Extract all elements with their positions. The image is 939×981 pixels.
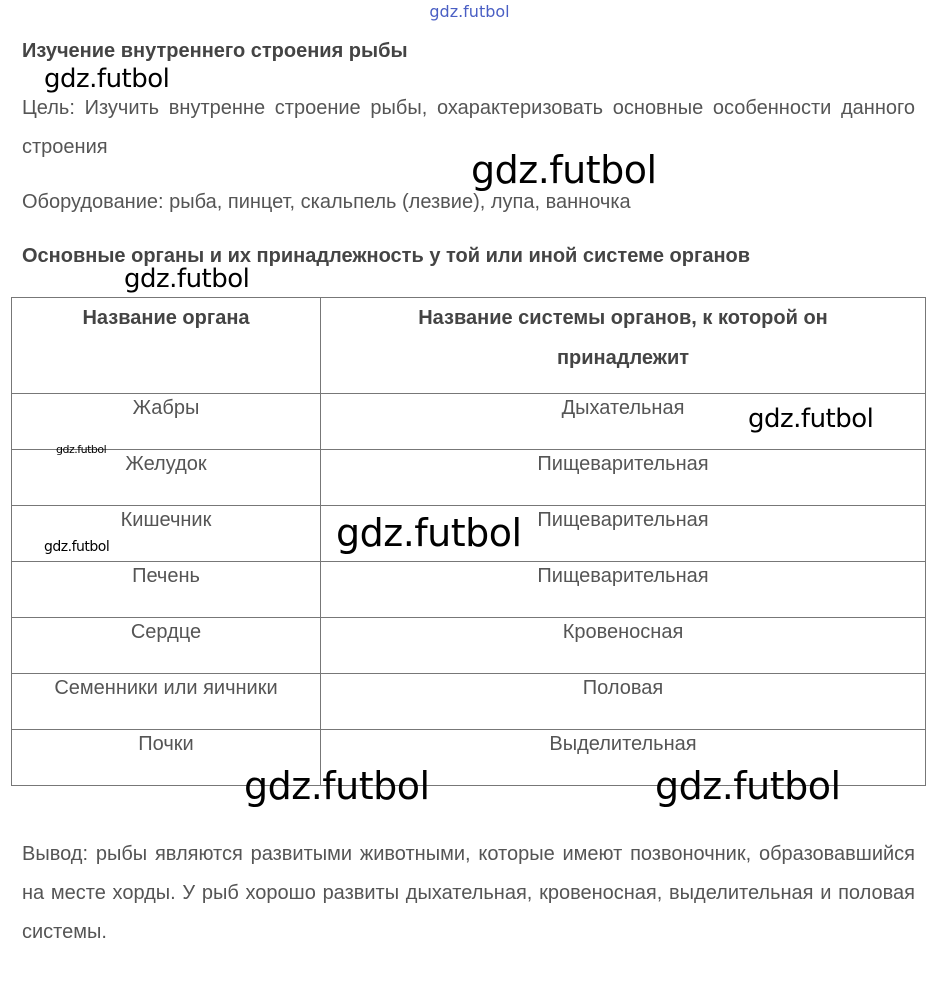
system-cell: Дыхательная (321, 394, 926, 450)
watermark: gdz.futbol (124, 264, 250, 294)
organ-cell: Кишечник (12, 506, 321, 562)
system-cell: Пищеварительная (321, 450, 926, 506)
organ-cell: Жабры (12, 394, 321, 450)
watermark: gdz.futbol (655, 764, 841, 808)
organ-cell: Печень (12, 562, 321, 618)
top-watermark-link[interactable]: gdz.futbol (429, 2, 510, 21)
equipment-paragraph: Оборудование: рыба, пинцет, скальпель (лезвие), лупа, ванночка (22, 191, 631, 213)
goal-paragraph: Цель: Изучить внутренне строение рыбы, охарактеризовать основные особенности данного строения (22, 97, 915, 158)
organ-cell: Семенники или яичники (12, 674, 321, 730)
watermark: gdz.futbol (44, 539, 110, 555)
system-cell: Половая (321, 674, 926, 730)
table-row (12, 450, 926, 506)
conclusion-paragraph: Вывод: рыбы являются развитыми животными, которые имеют позвоночник, образовавшийся на месте хорды. У рыб хорошо развиты дыхательная, кровеносная, выделительная и половая системы. (22, 843, 915, 943)
watermark: gdz.futbol (244, 764, 430, 808)
table-row (12, 618, 926, 674)
watermark: gdz.futbol (44, 64, 170, 94)
table-header-row (12, 298, 926, 394)
organ-cell: Почки (12, 730, 321, 786)
system-cell: Кровеносная (321, 618, 926, 674)
organ-cell: Желудок (12, 450, 321, 506)
header-organ-name: Название органа (12, 298, 321, 394)
watermark: gdz.futbol (336, 511, 522, 555)
watermark: gdz.futbol (56, 443, 107, 456)
page-title: Изучение внутреннего строения рыбы (22, 40, 408, 62)
table-row (12, 674, 926, 730)
table-row (12, 562, 926, 618)
watermark: gdz.futbol (748, 404, 874, 434)
watermark: gdz.futbol (471, 148, 657, 192)
system-cell: Выделительная (321, 730, 926, 786)
organ-cell: Сердце (12, 618, 321, 674)
section-heading: Основные органы и их принадлежность у той или иной системе органов (22, 245, 751, 267)
system-cell: Пищеварительная (321, 506, 926, 562)
header-organ-system: Название системы органов, к которой он принадлежит (321, 298, 926, 394)
system-cell: Пищеварительная (321, 562, 926, 618)
